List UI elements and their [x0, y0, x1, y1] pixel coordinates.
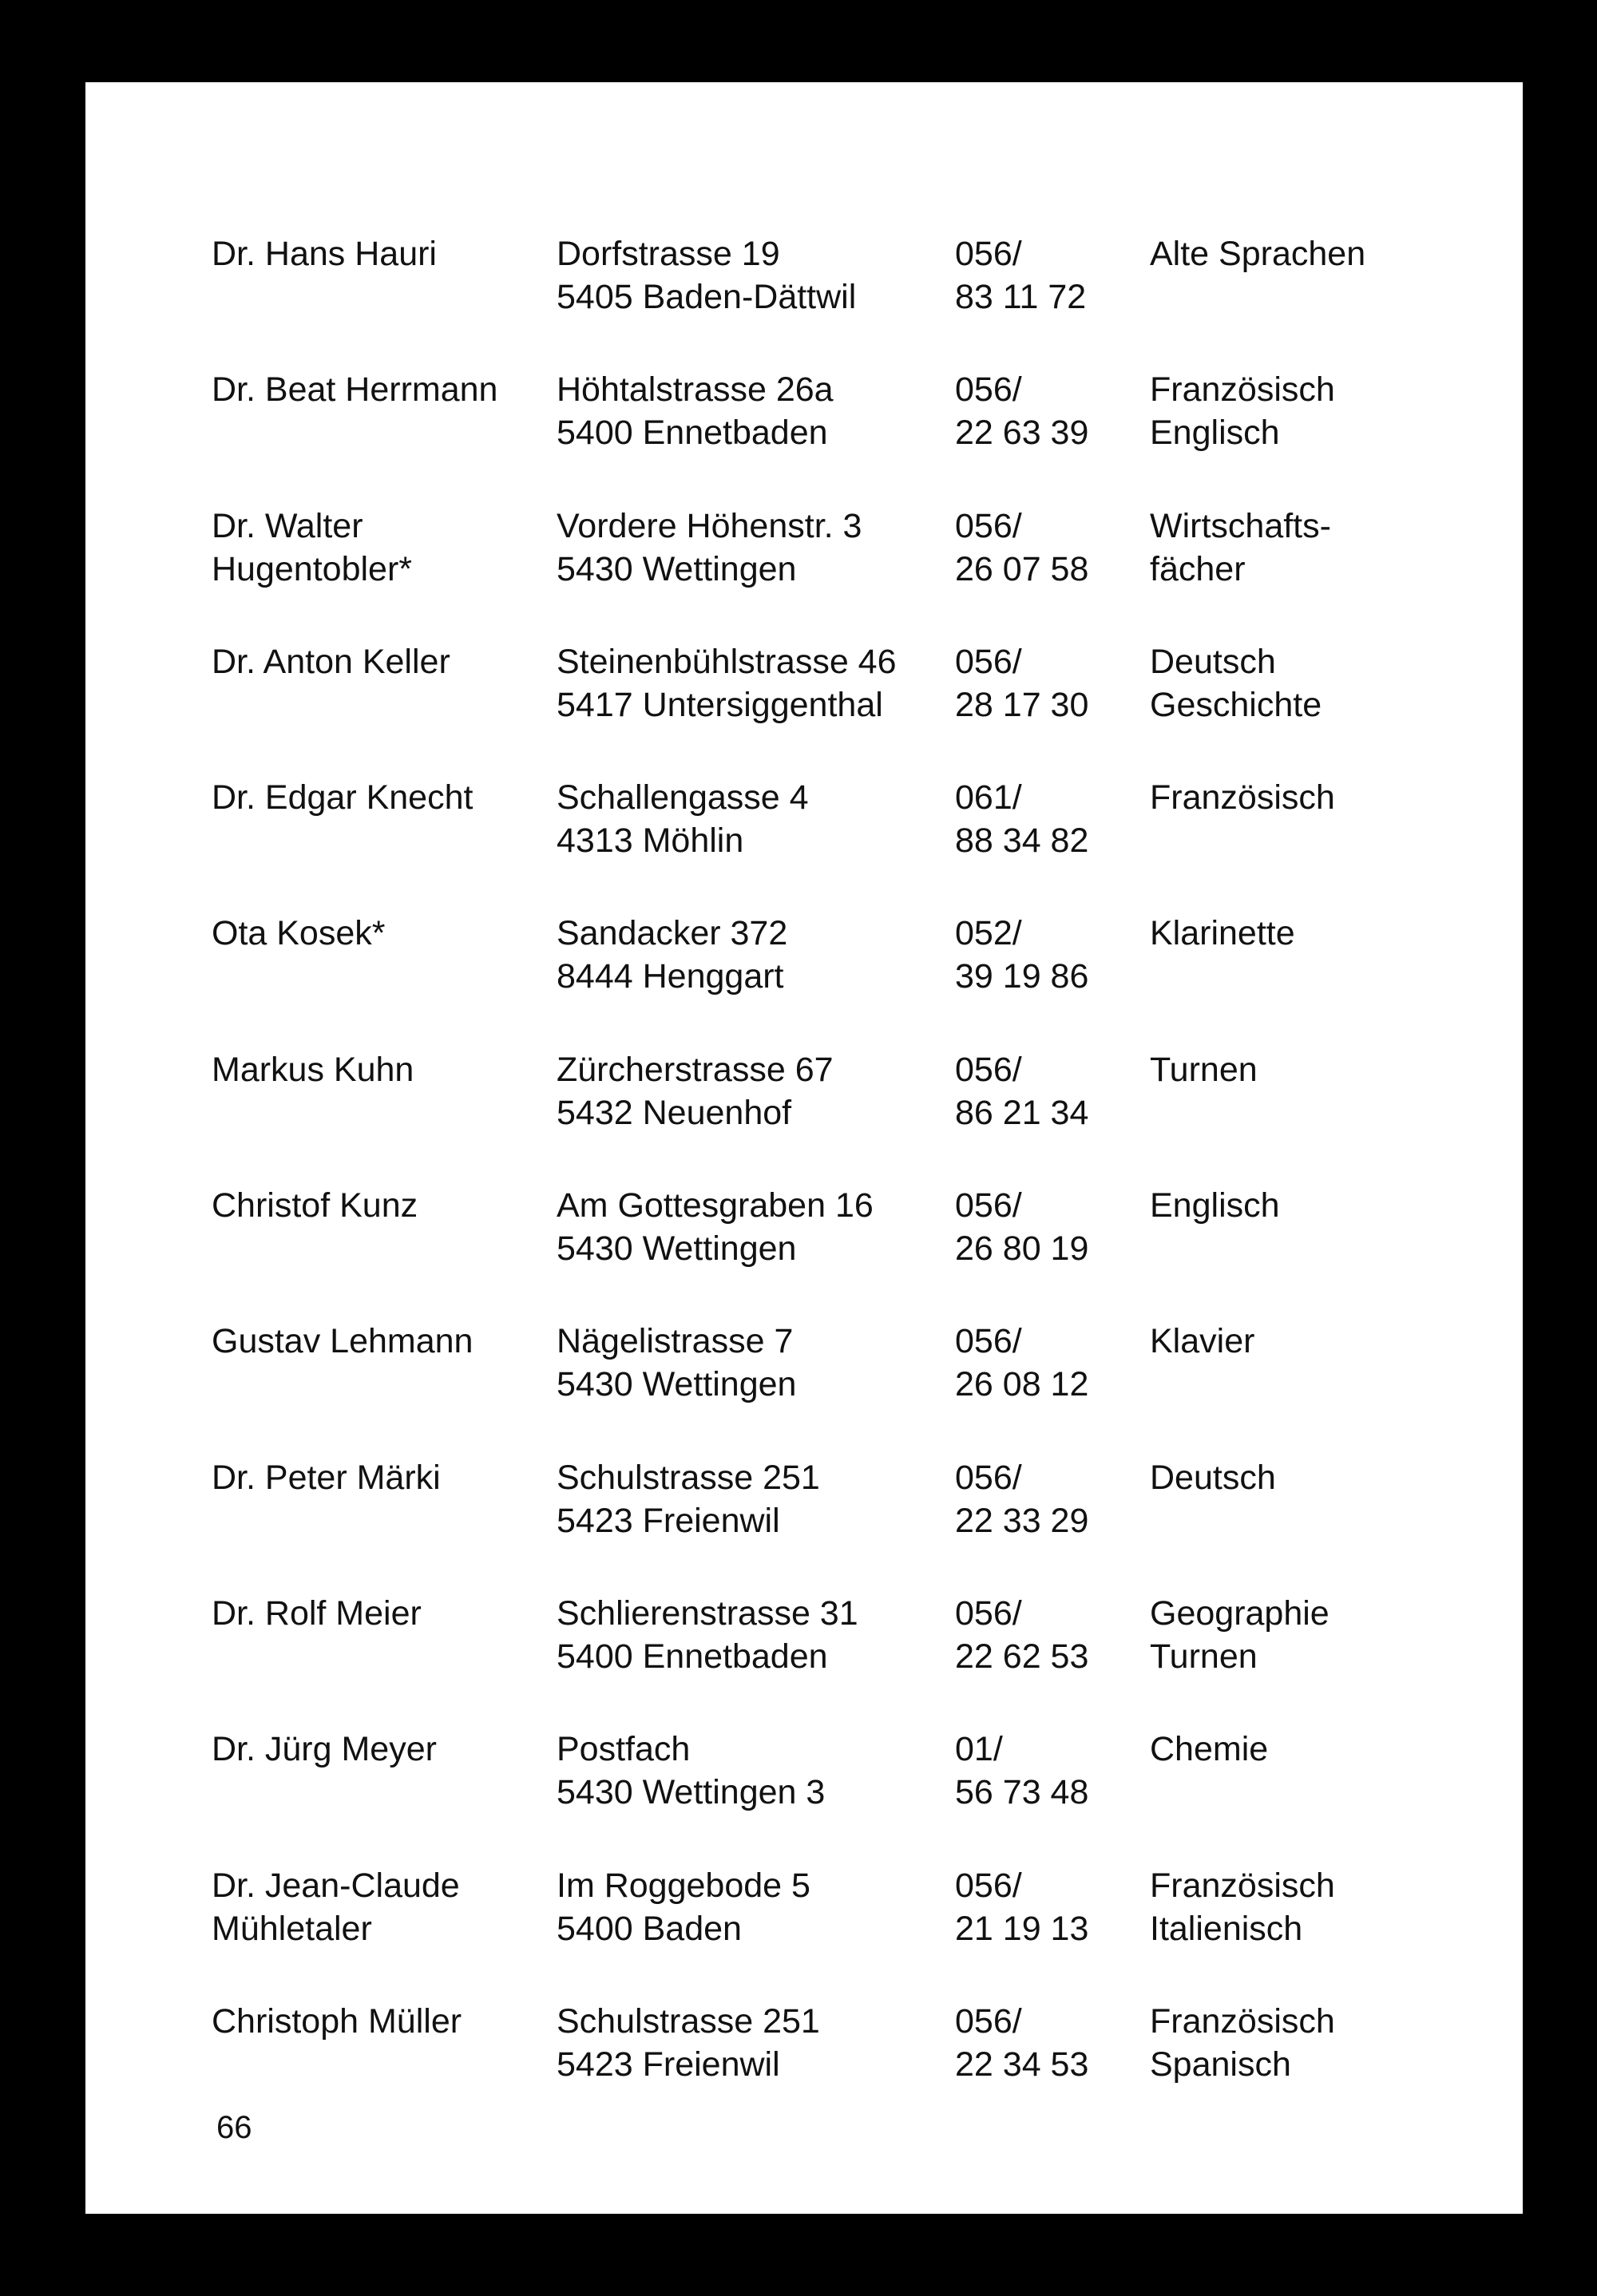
- teacher-address: [557, 1184, 874, 1270]
- teacher-subjects-line: Turnen: [1150, 1637, 1258, 1676]
- teacher-address-line: 8444 Henggart: [557, 957, 784, 996]
- teacher-phone-line: 056/: [955, 235, 1022, 273]
- teacher-address-line: Schulstrasse 251: [557, 1458, 820, 1497]
- teacher-address: [557, 1728, 825, 1814]
- teacher-address-line: Schlierenstrasse 31: [557, 1593, 858, 1633]
- teacher-subjects-line: Klarinette: [1150, 914, 1295, 953]
- teacher-address: [557, 368, 834, 454]
- teacher-address-line: 5423 Freienwil: [557, 2045, 780, 2084]
- teacher-subjects: [1150, 1456, 1276, 1499]
- teacher-name-line: Dr. Beat Herrmann: [212, 370, 498, 410]
- teacher-address-line: Dorfstrasse 19: [557, 235, 780, 273]
- teacher-address-line: 4313 Möhlin: [557, 821, 744, 861]
- teacher-address-line: 5423 Freienwil: [557, 1501, 780, 1540]
- teacher-name-line: Dr. Anton Keller: [212, 642, 450, 681]
- teacher-name: [212, 1456, 441, 1499]
- directory-entry: [212, 2000, 1473, 2136]
- teacher-subjects: [1150, 1864, 1335, 1950]
- directory-entry: [212, 1320, 1473, 1455]
- directory-entry: [212, 776, 1473, 912]
- teacher-subjects-line: Englisch: [1150, 414, 1280, 453]
- teacher-phone-line: 056/: [955, 1866, 1022, 1905]
- teacher-phone-line: 01/: [955, 1730, 1003, 1769]
- teacher-address-line: 5430 Wettingen: [557, 1229, 797, 1269]
- teacher-subjects-line: Französisch: [1150, 1866, 1335, 1905]
- teacher-subjects-line: Geographie: [1150, 1593, 1330, 1633]
- teacher-subjects-line: Geschichte: [1150, 685, 1322, 724]
- teacher-phone-line: 26 08 12: [955, 1365, 1089, 1404]
- teacher-address-line: 5417 Untersiggenthal: [557, 685, 883, 724]
- teacher-phone: [955, 1592, 1088, 1678]
- teacher-address-line: Steinenbühlstrasse 46: [557, 642, 897, 681]
- teacher-name-line: Ota Kosek*: [212, 914, 386, 953]
- teacher-subjects-line: fächer: [1150, 549, 1246, 588]
- teacher-phone-line: 056/: [955, 642, 1022, 681]
- teacher-directory-list: [212, 232, 1473, 2136]
- teacher-phone-line: 26 07 58: [955, 549, 1089, 588]
- teacher-name: [212, 1592, 422, 1635]
- teacher-phone-line: 056/: [955, 1050, 1022, 1089]
- teacher-phone-line: 22 62 53: [955, 1637, 1089, 1676]
- teacher-subjects-line: Englisch: [1150, 1186, 1280, 1225]
- teacher-subjects-line: Turnen: [1150, 1050, 1258, 1089]
- teacher-address-line: 5400 Ennetbaden: [557, 1637, 828, 1676]
- directory-entry: [212, 912, 1473, 1047]
- teacher-subjects-line: Deutsch: [1150, 1458, 1276, 1497]
- teacher-subjects: [1150, 1592, 1330, 1678]
- teacher-name-line: Mühletaler: [212, 1909, 372, 1948]
- directory-entry: [212, 1456, 1473, 1592]
- teacher-name-line: Markus Kuhn: [212, 1050, 414, 1089]
- teacher-subjects-line: Italienisch: [1150, 1909, 1303, 1948]
- teacher-phone-line: 86 21 34: [955, 1093, 1089, 1132]
- teacher-address: [557, 912, 787, 998]
- teacher-address-line: Postfach: [557, 1730, 691, 1769]
- teacher-phone-line: 22 34 53: [955, 2045, 1089, 2084]
- teacher-name: [212, 232, 437, 275]
- teacher-subjects: [1150, 1184, 1280, 1227]
- teacher-address: [557, 1592, 858, 1678]
- directory-entry: [212, 368, 1473, 504]
- teacher-name-line: Dr. Peter Märki: [212, 1458, 441, 1497]
- teacher-name: [212, 1728, 437, 1771]
- teacher-name: [212, 2000, 462, 2043]
- teacher-subjects: [1150, 640, 1322, 726]
- teacher-name: [212, 1320, 473, 1363]
- teacher-phone-line: 061/: [955, 778, 1022, 817]
- teacher-phone: [955, 1048, 1088, 1134]
- teacher-phone: [955, 505, 1088, 591]
- teacher-subjects: [1150, 1320, 1254, 1363]
- teacher-address-line: 5400 Ennetbaden: [557, 414, 828, 453]
- teacher-subjects: [1150, 505, 1331, 591]
- teacher-address: [557, 1048, 834, 1134]
- teacher-phone-line: 28 17 30: [955, 685, 1089, 724]
- teacher-address-line: Höhtalstrasse 26a: [557, 370, 834, 410]
- teacher-address-line: Schallengasse 4: [557, 778, 809, 817]
- directory-entry: [212, 232, 1473, 368]
- teacher-subjects-line: Alte Sprachen: [1150, 235, 1366, 273]
- directory-entry: [212, 1184, 1473, 1320]
- teacher-phone: [955, 640, 1088, 726]
- teacher-phone: [955, 368, 1088, 454]
- teacher-subjects-line: Französisch: [1150, 370, 1335, 410]
- teacher-address-line: Zürcherstrasse 67: [557, 1050, 834, 1089]
- directory-entry: [212, 1592, 1473, 1728]
- teacher-phone: [955, 1728, 1088, 1814]
- teacher-subjects-line: Deutsch: [1150, 642, 1276, 681]
- page-number: 66: [216, 2110, 252, 2145]
- teacher-subjects-line: Wirtschafts-: [1150, 506, 1331, 545]
- teacher-phone: [955, 1184, 1088, 1270]
- teacher-phone-line: 056/: [955, 1186, 1022, 1225]
- teacher-name: [212, 640, 450, 683]
- teacher-phone: [955, 1456, 1088, 1542]
- teacher-phone: [955, 1864, 1088, 1950]
- teacher-name-line: Gustav Lehmann: [212, 1322, 474, 1361]
- teacher-subjects-line: Spanisch: [1150, 2045, 1291, 2084]
- teacher-address: [557, 1320, 796, 1406]
- teacher-address-line: Schulstrasse 251: [557, 2001, 820, 2041]
- teacher-phone-line: 83 11 72: [955, 278, 1087, 316]
- teacher-subjects: [1150, 912, 1295, 955]
- teacher-phone-line: 88 34 82: [955, 821, 1089, 861]
- teacher-address-line: 5430 Wettingen: [557, 549, 797, 588]
- teacher-address-line: 5405 Baden-Dättwil: [557, 278, 857, 316]
- teacher-address: [557, 1456, 820, 1542]
- teacher-name-line: Dr. Walter: [212, 506, 363, 545]
- teacher-phone-line: 39 19 86: [955, 957, 1089, 996]
- teacher-phone-line: 056/: [955, 506, 1022, 545]
- teacher-phone-line: 21 19 13: [955, 1909, 1089, 1948]
- teacher-address-line: Im Roggebode 5: [557, 1866, 810, 1905]
- teacher-address: [557, 505, 862, 591]
- teacher-address-line: Am Gottesgraben 16: [557, 1186, 874, 1225]
- directory-entry: [212, 505, 1473, 640]
- teacher-name-line: Christof Kunz: [212, 1186, 418, 1225]
- teacher-address-line: 5430 Wettingen: [557, 1365, 797, 1404]
- directory-entry: [212, 1728, 1473, 1863]
- teacher-phone-line: 056/: [955, 1322, 1022, 1361]
- teacher-subjects-line: Französisch: [1150, 2001, 1335, 2041]
- teacher-name-line: Dr. Rolf Meier: [212, 1593, 422, 1633]
- teacher-phone-line: 052/: [955, 914, 1022, 953]
- teacher-address-line: 5400 Baden: [557, 1909, 742, 1948]
- teacher-subjects: [1150, 776, 1335, 819]
- teacher-name-line: Dr. Jürg Meyer: [212, 1730, 437, 1769]
- teacher-phone-line: 22 33 29: [955, 1501, 1089, 1540]
- teacher-subjects: [1150, 1048, 1258, 1091]
- teacher-address: [557, 232, 856, 319]
- teacher-name: [212, 505, 412, 591]
- teacher-name-line: Christoph Müller: [212, 2001, 462, 2041]
- teacher-subjects: [1150, 2000, 1335, 2086]
- teacher-phone-line: 056/: [955, 1593, 1022, 1633]
- teacher-phone-line: 26 80 19: [955, 1229, 1089, 1269]
- teacher-phone-line: 056/: [955, 370, 1022, 410]
- teacher-phone-line: 056/: [955, 1458, 1022, 1497]
- teacher-name: [212, 1048, 414, 1091]
- teacher-address-line: 5430 Wettingen 3: [557, 1773, 826, 1812]
- teacher-phone: [955, 2000, 1088, 2086]
- teacher-phone: [955, 232, 1086, 319]
- teacher-name: [212, 776, 473, 819]
- teacher-subjects: [1150, 368, 1335, 454]
- teacher-address-line: Nägelistrasse 7: [557, 1322, 794, 1361]
- teacher-phone-line: 056/: [955, 2001, 1022, 2041]
- teacher-name: [212, 912, 386, 955]
- teacher-phone: [955, 1320, 1088, 1406]
- teacher-subjects-line: Klavier: [1150, 1322, 1255, 1361]
- teacher-address: [557, 776, 809, 862]
- directory-entry: [212, 640, 1473, 776]
- teacher-subjects-line: Chemie: [1150, 1730, 1269, 1769]
- teacher-name-line: Dr. Jean-Claude: [212, 1866, 460, 1905]
- teacher-name: [212, 368, 497, 411]
- directory-entry: [212, 1048, 1473, 1184]
- teacher-address: [557, 1864, 810, 1950]
- teacher-address-line: 5432 Neuenhof: [557, 1093, 792, 1132]
- teacher-subjects: [1150, 1728, 1268, 1771]
- teacher-name-line: Hugentobler*: [212, 549, 413, 588]
- teacher-phone-line: 56 73 48: [955, 1773, 1089, 1812]
- teacher-address-line: Vordere Höhenstr. 3: [557, 506, 862, 545]
- teacher-phone: [955, 912, 1088, 998]
- teacher-name: [212, 1184, 418, 1227]
- teacher-name: [212, 1864, 460, 1950]
- document-page: [85, 82, 1523, 2214]
- teacher-name-line: Dr. Edgar Knecht: [212, 778, 474, 817]
- teacher-subjects-line: Französisch: [1150, 778, 1335, 817]
- teacher-address: [557, 640, 897, 726]
- teacher-address: [557, 2000, 820, 2086]
- directory-entry: [212, 1864, 1473, 2000]
- teacher-phone: [955, 776, 1088, 862]
- teacher-phone-line: 22 63 39: [955, 414, 1089, 453]
- teacher-name-line: Dr. Hans Hauri: [212, 235, 437, 273]
- teacher-address-line: Sandacker 372: [557, 914, 788, 953]
- teacher-subjects: [1150, 232, 1365, 275]
